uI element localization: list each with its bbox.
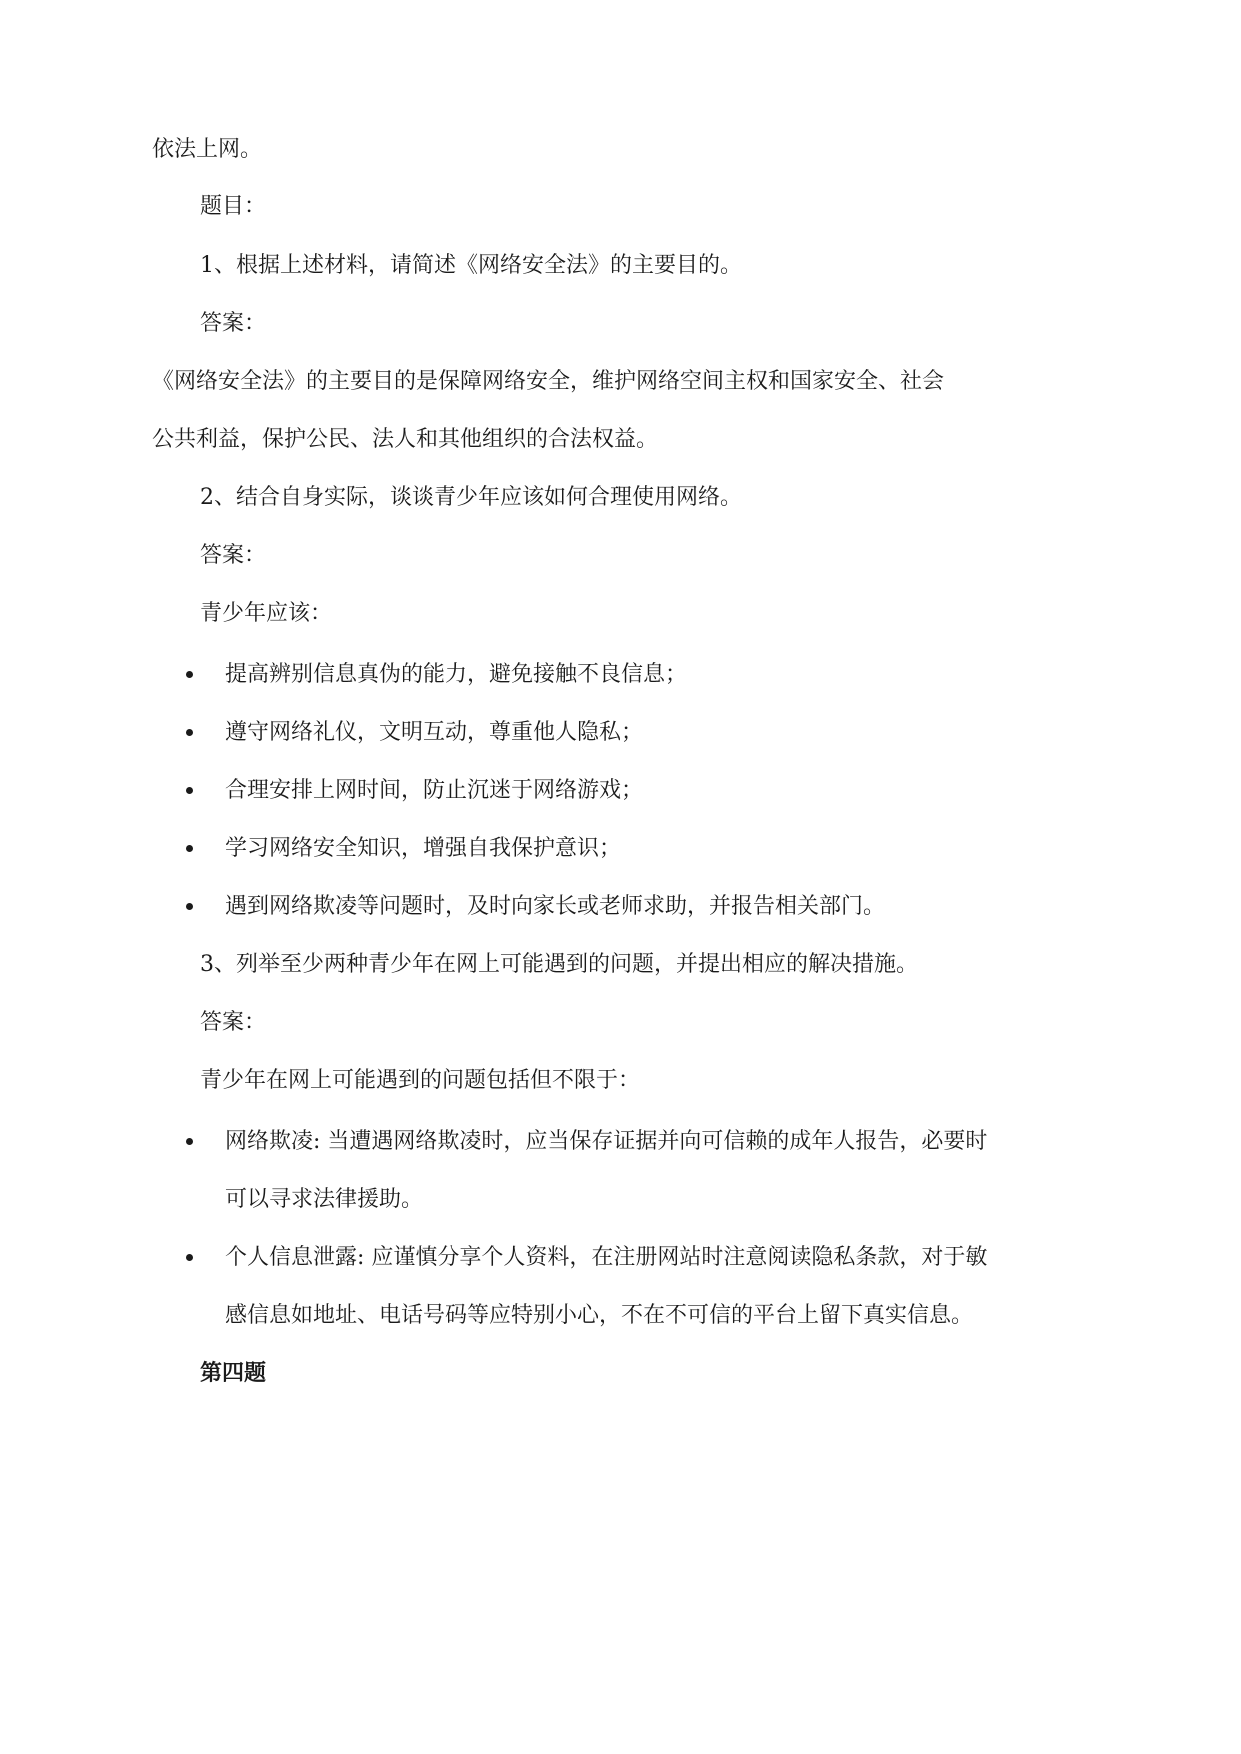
bullet-icon: [186, 787, 193, 794]
paragraph-continuation: 依法上网。: [152, 137, 263, 162]
answer-3-intro: 青少年在网上可能遇到的问题包括但不限于：: [200, 1068, 641, 1093]
answer-1-line-2: 公共利益，保护公民、法人和其他组织的合法权益。: [152, 427, 659, 452]
question-3: 3、列举至少两种青少年在网上可能遇到的问题，并提出相应的解决措施。: [200, 952, 918, 977]
bullet-icon: [186, 1138, 193, 1145]
question-1: 1、根据上述材料，请简述《网络安全法》的主要目的。: [200, 253, 742, 278]
bullet-icon: [186, 729, 193, 736]
list-item-text-continued: 可以寻求法律援助。: [225, 1187, 424, 1212]
list-item-text-continued: 感信息如地址、电话号码等应特别小心，不在不可信的平台上留下真实信息。: [225, 1303, 974, 1328]
section-label-questions: 题目：: [200, 194, 267, 219]
bullet-icon: [186, 903, 193, 910]
list-item-text: 遇到网络欺凌等问题时，及时向家长或老师求助，并报告相关部门。: [225, 894, 886, 919]
bullet-icon: [186, 845, 193, 852]
list-item-text: 遵守网络礼仪，文明互动，尊重他人隐私；: [225, 720, 644, 745]
question-2: 2、结合自身实际，谈谈青少年应该如何合理使用网络。: [200, 485, 742, 510]
bullet-icon: [186, 1254, 193, 1261]
list-item-text: 个人信息泄露: 应谨慎分享个人资料，在注册网站时注意阅读隐私条款，对于敏: [225, 1245, 988, 1270]
list-item-text: 网络欺凌: 当遭遇网络欺凌时，应当保存证据并向可信赖的成年人报告，必要时: [225, 1129, 988, 1154]
answer-label-3: 答案：: [200, 1010, 267, 1035]
list-item-text: 学习网络安全知识，增强自我保护意识；: [225, 836, 622, 861]
bullet-icon: [186, 671, 193, 678]
section-heading: 第四题: [200, 1361, 267, 1386]
answer-label-2: 答案：: [200, 543, 267, 568]
list-item-text: 提高辨别信息真伪的能力，避免接触不良信息；: [225, 662, 688, 687]
answer-2-intro: 青少年应该：: [200, 601, 333, 626]
answer-label-1: 答案：: [200, 311, 267, 336]
answer-1-line-1: 《网络安全法》的主要目的是保障网络安全，维护网络空间主权和国家安全、社会: [152, 369, 945, 394]
list-item-text: 合理安排上网时间，防止沉迷于网络游戏；: [225, 778, 644, 803]
